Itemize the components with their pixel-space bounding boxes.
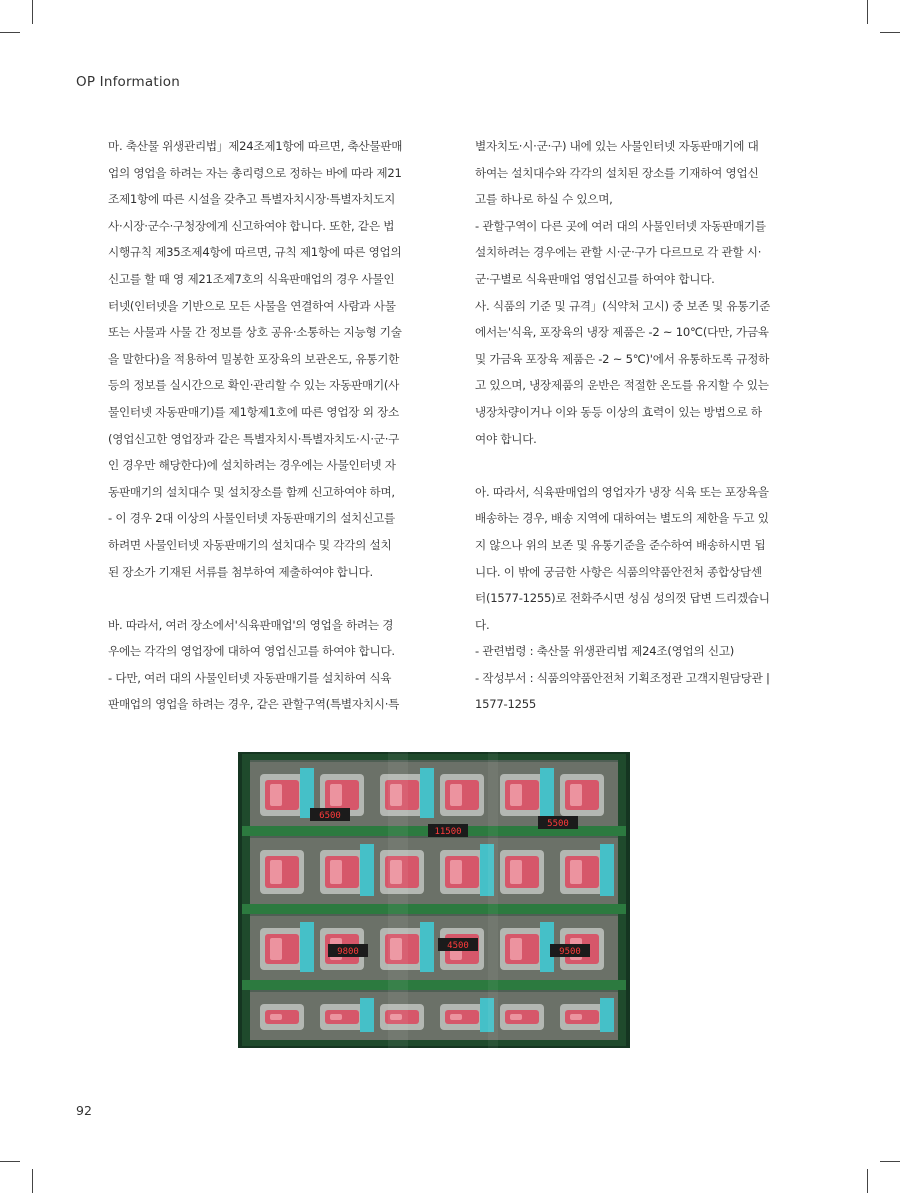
meat-marbling: [270, 860, 282, 884]
shelf-bar: [242, 980, 626, 990]
text-line: 바. 따라서, 여러 장소에서'식육판매업'의 영업을 하려는 경: [108, 617, 394, 632]
text-line: - 이 경우 2대 이상의 사물인터넷 자동판매기의 설치신고를: [108, 511, 395, 526]
page-number: 92: [76, 1103, 92, 1118]
glass-reflection: [488, 752, 498, 1048]
text-line: 냉장차량이거나 이와 동등 이상의 효력이 있는 방법으로 하: [475, 404, 762, 419]
info-display: [600, 998, 614, 1032]
meat-marbling: [270, 784, 282, 806]
meat-marbling: [570, 1014, 582, 1020]
meat-marbling: [510, 1014, 522, 1020]
meat-marbling: [330, 860, 342, 884]
text-line: 설치하려는 경우에는 관할 시·군·구가 다르므로 각 관할 시·: [475, 245, 762, 260]
text-line: 에서는'식육, 포장육의 냉장 제품은 -2 ~ 10℃(다만, 가금육: [475, 325, 769, 340]
meat-marbling: [450, 860, 462, 884]
info-display: [420, 768, 434, 818]
text-line: 하려면 사물인터넷 자동판매기의 설치대수 및 각각의 설치: [108, 537, 392, 552]
meat-marbling: [270, 938, 282, 960]
text-line: 조제1항에 따른 시설을 갖추고 특별자치시장·특별자치도지: [108, 192, 396, 207]
text-line: 등의 정보를 실시간으로 확인·관리할 수 있는 자동판매기(사: [108, 378, 400, 393]
meat-marbling: [570, 860, 582, 884]
crop-mark: [880, 32, 900, 33]
text-line: 신고를 할 때 영 제21조제7호의 식육판매업의 경우 사물인: [108, 271, 395, 286]
crop-mark: [867, 1169, 868, 1193]
meat-marbling: [450, 1014, 462, 1020]
text-line: 터(1577-1255)로 전화주시면 성심 성의껏 답변 드리겠습니: [475, 591, 770, 606]
info-display: [600, 844, 614, 896]
text-line: 별자치도·시·군·구) 내에 있는 사물인터넷 자동판매기에 대: [475, 139, 759, 153]
text-line: 고를 하나로 하실 수 있으며,: [475, 192, 613, 207]
text-line: - 작성부서 : 식품의약품안전처 기획조정관 고객지원담당관 |: [475, 670, 770, 685]
section-label: OP Information: [76, 74, 181, 90]
info-display: [300, 922, 314, 972]
paragraph-gap: [475, 452, 787, 479]
text-line: 우에는 각각의 영업장에 대하여 영업신고를 하여야 합니다.: [108, 644, 395, 659]
text-line: 군·구별로 식육판매업 영업신고를 하여야 합니다.: [475, 271, 715, 286]
meat-vending-machine-image: [238, 752, 630, 1048]
info-display: [540, 768, 554, 818]
text-line: - 관련법령 : 축산물 위생관리법 제24조(영업의 신고): [475, 644, 735, 659]
crop-mark: [32, 1169, 33, 1193]
left-column: [108, 133, 420, 718]
text-line: 사·시장·군수·구청장에게 신고하여야 합니다. 또한, 같은 법: [108, 218, 395, 233]
crop-mark: [867, 0, 868, 24]
crop-mark: [32, 0, 33, 24]
info-display: [360, 844, 374, 896]
text-line: 니다. 이 밖에 궁금한 사항은 식품의약품안전처 종합상담센: [475, 564, 762, 579]
text-line: 다.: [475, 617, 490, 632]
text-line: 업의 영업을 하려는 자는 총리령으로 정하는 바에 따라 제21: [108, 165, 402, 180]
price-value: 9800: [337, 947, 359, 957]
meat-marbling: [510, 938, 522, 960]
text-line: 마. 축산물 위생관리법」제24조제1항에 따르면, 축산물판매: [108, 139, 403, 153]
meat-marbling: [510, 784, 522, 806]
text-line: 지 않으나 위의 보존 및 유통기준을 준수하여 배송하시면 됩: [475, 537, 766, 552]
crop-mark: [0, 32, 20, 33]
text-line: 여야 합니다.: [475, 431, 537, 446]
crop-mark: [0, 1161, 20, 1162]
vending-machine-photo: [238, 752, 630, 1048]
paragraph-gap: [108, 585, 420, 612]
text-line: 및 가금육 포장육 제품은 -2 ~ 5℃)'에서 유통하도록 규정하: [475, 351, 770, 366]
meat-marbling: [330, 1014, 342, 1020]
meat-marbling: [450, 784, 462, 806]
glass-reflection: [388, 752, 408, 1048]
text-line: (영업신고한 영업장과 같은 특별자치시·특별자치도·시·군·구: [108, 431, 400, 446]
text-line: - 다만, 여러 대의 사물인터넷 자동판매기를 설치하여 식육: [108, 670, 392, 685]
meat-marbling: [330, 784, 342, 806]
text-line: 사. 식품의 기준 및 규격」(식약처 고시) 중 보존 및 유통기준: [475, 298, 771, 313]
text-line: 물인터넷 자동판매기)를 제1항제1호에 따른 영업장 외 장소: [108, 404, 399, 419]
meat-marbling: [510, 860, 522, 884]
info-display: [420, 922, 434, 972]
price-value: 6500: [319, 811, 341, 821]
text-line: 동판매기의 설치대수 및 설치장소를 함께 신고하여야 하며,: [108, 484, 395, 499]
text-line: 된 장소가 기재된 서류를 첨부하여 제출하여야 합니다.: [108, 564, 373, 579]
text-line: 또는 사물과 사물 간 정보를 상호 공유·소통하는 지능형 기술: [108, 325, 402, 340]
text-line: - 관할구역이 다른 곳에 여러 대의 사물인터넷 자동판매기를: [475, 218, 766, 233]
text-line: 고 있으며, 냉장제품의 운반은 적절한 온도를 유지할 수 있는: [475, 378, 769, 393]
text-line: 아. 따라서, 식육판매업의 영업자가 냉장 식육 또는 포장육을: [475, 484, 769, 499]
info-display: [360, 998, 374, 1032]
meat-marbling: [570, 784, 582, 806]
price-value: 9500: [559, 947, 581, 957]
text-line: 시행규칙 제35조제4항에 따르면, 규칙 제1항에 따른 영업의: [108, 245, 402, 260]
text-line: 하여는 설치대수와 각각의 설치된 장소를 기재하여 영업신: [475, 165, 759, 180]
text-line: 1577-1255: [475, 697, 536, 712]
price-value: 11500: [434, 827, 462, 837]
text-line: 인 경우만 해당한다)에 설치하려는 경우에는 사물인터넷 자: [108, 458, 396, 473]
shelf-bar: [242, 904, 626, 914]
price-value: 4500: [447, 941, 469, 951]
price-value: 5500: [547, 819, 569, 829]
text-line: 을 말한다)을 적용하여 밀봉한 포장육의 보관온도, 유통기한: [108, 351, 400, 366]
crop-mark: [880, 1161, 900, 1162]
text-line: 터넷(인터넷을 기반으로 모든 사물을 연결하여 사람과 사물: [108, 298, 396, 313]
text-line: 판매업의 영업을 하려는 경우, 같은 관할구역(특별자치시·특: [108, 697, 400, 712]
meat-marbling: [270, 1014, 282, 1020]
text-line: 배송하는 경우, 배송 지역에 대하여는 별도의 제한을 두고 있: [475, 511, 769, 526]
right-column: [475, 133, 787, 718]
